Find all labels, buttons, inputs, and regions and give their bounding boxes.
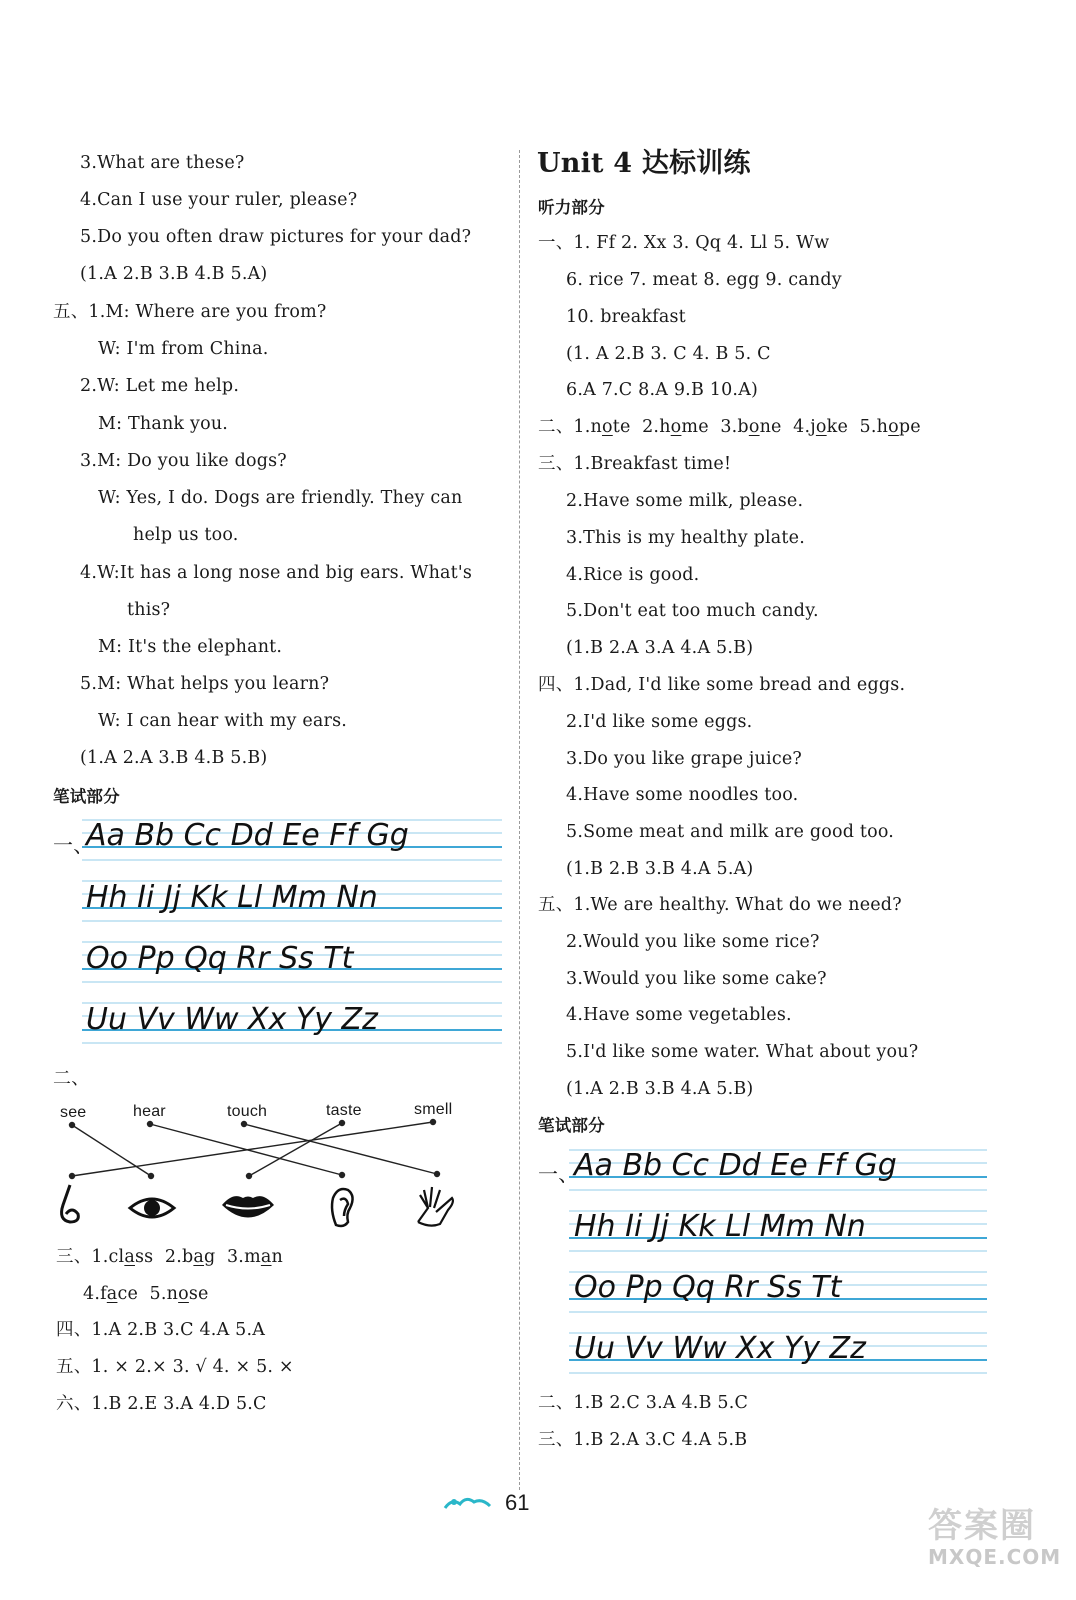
- right-alphabet-row-1: Aa Bb Cc Dd Ee Ff Gg: [574, 1148, 897, 1183]
- left-q6: 六、1.B 2.E 3.A 4.D 5.C: [56, 1394, 267, 1414]
- right-line2-3: 3.This is my healthy plate.: [566, 528, 805, 548]
- page-ornament-icon: [440, 1490, 500, 1520]
- left-q4: 四、1.A 2.B 3.C 4.A 5.A: [56, 1320, 266, 1340]
- left-line-9: 3.M: Do you like dogs?: [80, 451, 287, 471]
- left-q3-line1: [56, 1246, 283, 1268]
- right-q2w: 二、1.B 2.C 3.A 4.B 5.C: [538, 1393, 749, 1413]
- sense-see: see: [60, 1104, 87, 1121]
- q3-item-4: 4.face: [83, 1284, 138, 1304]
- right-line2-9: 3.Do you like grape juice?: [566, 749, 802, 769]
- left-q3-label: 三、: [56, 1247, 92, 1267]
- left-q3-line2: [83, 1283, 209, 1305]
- left-q2-label: 二、: [53, 1068, 90, 1089]
- right-line2-17: 5.I'd like some water. What about you?: [566, 1042, 919, 1062]
- right-q2-line: [538, 416, 921, 438]
- r-q2-item-3: 3.bone: [720, 417, 782, 437]
- left-line-16: W: I can hear with my ears.: [98, 711, 348, 731]
- right-line2-8: 2.I'd like some eggs.: [566, 712, 753, 732]
- right-line2-14: 2.Would you like some rice?: [566, 932, 820, 952]
- right-line-4: (1. A 2.B 3. C 4. B 5. C: [566, 344, 771, 364]
- right-line-5: 6.A 7.C 8.A 9.B 10.A): [566, 380, 759, 400]
- mouth-icon: [222, 1196, 274, 1217]
- listening-title: 听力部分: [538, 198, 605, 217]
- sense-touch: touch: [227, 1103, 268, 1120]
- r-q2-item-2: 2.home: [642, 417, 709, 437]
- r-q2-item-5: 5.hope: [859, 417, 921, 437]
- right-line2-13: 五、1.We are healthy. What do we need?: [538, 895, 902, 915]
- right-line2-4: 4.Rice is good.: [566, 565, 700, 585]
- match-line-smell-nose: [72, 1122, 433, 1176]
- right-line2-6: (1.B 2.A 3.A 4.A 5.B): [566, 638, 754, 658]
- right-line2-16: 4.Have some vegetables.: [566, 1005, 792, 1025]
- left-line-2: 4.Can I use your ruler, please?: [80, 190, 358, 210]
- left-line-5: 五、1.M: Where are you from?: [53, 302, 327, 322]
- left-line-14: M: It's the elephant.: [98, 637, 283, 657]
- q3-item-1: 1.class: [91, 1247, 154, 1267]
- left-line-12: 4.W:It has a long nose and big ears. What's: [80, 563, 473, 583]
- left-line-8: M: Thank you.: [98, 414, 229, 434]
- left-line-3: 5.Do you often draw pictures for your dad?: [80, 227, 472, 247]
- left-line-17: (1.A 2.A 3.B 4.B 5.B): [80, 748, 268, 768]
- nose-icon: [62, 1185, 79, 1222]
- left-q1-label: 一、: [53, 833, 94, 857]
- left-line-4: (1.A 2.B 3.B 4.B 5.A): [80, 264, 268, 284]
- right-line2-1: 三、1.Breakfast time!: [538, 454, 732, 474]
- left-line-1: 3.What are these?: [80, 153, 245, 173]
- q3-item-5: 5.nose: [149, 1284, 209, 1304]
- sense-taste: taste: [326, 1102, 362, 1119]
- left-alphabet-row-3: Oo Pp Qq Rr Ss Tt: [86, 941, 354, 976]
- left-alphabet-row-2: Hh Ii Jj Kk Ll Mm Nn: [86, 880, 378, 915]
- right-q3w: 三、1.B 2.A 3.C 4.A 5.B: [538, 1430, 748, 1450]
- left-line-10: W: Yes, I do. Dogs are friendly. They can: [98, 488, 463, 508]
- left-line-11: help us too.: [133, 525, 239, 545]
- column-divider: [519, 150, 520, 1490]
- match-line-see-eye: [72, 1125, 151, 1176]
- watermark-url: MXQE.COM: [928, 1545, 1062, 1569]
- eye-icon: [130, 1199, 174, 1217]
- right-line2-2: 2.Have some milk, please.: [566, 491, 804, 511]
- right-q2-label: 二、: [538, 417, 574, 437]
- match-line-taste-mouth: [249, 1123, 342, 1176]
- left-alphabet-row-4: Uu Vv Ww Xx Yy Zz: [86, 1002, 378, 1037]
- right-alphabet-row-3: Oo Pp Qq Rr Ss Tt: [574, 1270, 842, 1305]
- left-line-13: this?: [127, 600, 171, 620]
- right-line2-18: (1.A 2.B 3.B 4.A 5.B): [566, 1079, 754, 1099]
- right-line2-11: 5.Some meat and milk are good too.: [566, 822, 895, 842]
- watermark: 答案圈: [928, 1506, 1036, 1546]
- r-q2-item-4: 4.joke: [793, 417, 849, 437]
- hand-icon: [418, 1187, 453, 1226]
- left-line-6: W: I'm from China.: [98, 339, 269, 359]
- ear-icon: [332, 1189, 353, 1226]
- unit-title: Unit 4 达标训练: [537, 148, 751, 179]
- right-line2-12: (1.B 2.B 3.B 4.A 5.A): [566, 859, 754, 879]
- page-number: 61: [505, 1490, 530, 1515]
- right-line2-7: 四、1.Dad, I'd like some bread and eggs.: [538, 675, 906, 695]
- sense-hear: hear: [133, 1103, 166, 1120]
- right-alphabet-row-4: Uu Vv Ww Xx Yy Zz: [574, 1331, 866, 1366]
- q3-item-2: 2.bag: [164, 1247, 216, 1267]
- match-line-touch-hand: [244, 1124, 437, 1174]
- left-alphabet-row-1: Aa Bb Cc Dd Ee Ff Gg: [86, 818, 409, 853]
- right-alphabet-row-2: Hh Ii Jj Kk Ll Mm Nn: [574, 1209, 866, 1244]
- right-line-1: 一、1. Ff 2. Xx 3. Qq 4. Ll 5. Ww: [538, 233, 830, 253]
- right-written-title: 笔试部分: [538, 1116, 605, 1135]
- q3-item-3: 3.man: [226, 1247, 283, 1267]
- sense-smell: smell: [414, 1101, 453, 1118]
- left-line-15: 5.M: What helps you learn?: [80, 674, 330, 694]
- right-line-3: 10. breakfast: [566, 307, 686, 327]
- r-q2-item-1: 1.note: [573, 417, 631, 437]
- right-line2-15: 3.Would you like some cake?: [566, 969, 827, 989]
- right-line2-5: 5.Don't eat too much candy.: [566, 601, 819, 621]
- right-line-2: 6. rice 7. meat 8. egg 9. candy: [566, 270, 842, 290]
- right-q1-label: 一、: [538, 1162, 579, 1186]
- right-line2-10: 4.Have some noodles too.: [566, 785, 799, 805]
- left-q5: 五、1. × 2.× 3. √ 4. × 5. ×: [56, 1357, 294, 1377]
- left-line-7: 2.W: Let me help.: [80, 376, 240, 396]
- left-written-title: 笔试部分: [53, 787, 120, 806]
